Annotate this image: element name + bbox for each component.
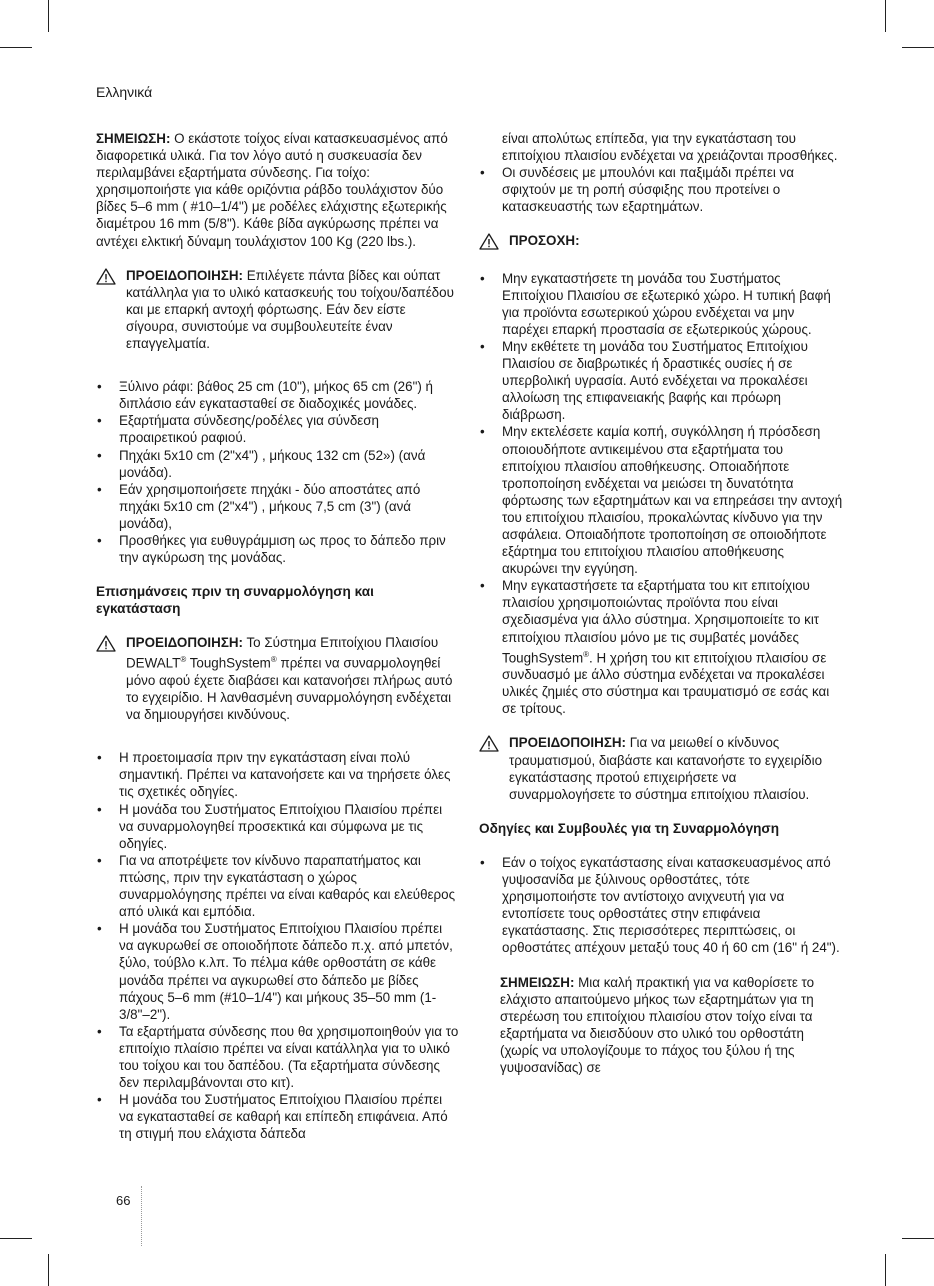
language-header: Ελληνικά: [96, 84, 153, 100]
warning-icon: [479, 233, 499, 250]
preparation-list: [96, 749, 460, 1142]
crop-mark: [48, 0, 49, 32]
list-item: • Μην εκτελέσετε καμία κοπή, συγκόλληση ή πρόσδεση οποιουδήποτε αντικειμένου στα εξαρτήματα του επιτοίχιου πλαισίου αποθήκευσης. Οποιαδήποτε τροποποίηση ενδέχεται να μειώσει τη δυνατότητα φόρτωσης των εξαρτημάτων και να επηρεάσει την αντοχή του επιτοίχιου πλαισίου, προκαλώντας κίνδυνο για την ασφάλεια. Οποιαδήποτε τροποποίηση σε οποιοδήποτε εξάρτημα του επιτοίχιου πλαισίου αποθήκευσης ακυρώνει την εγγύηση.: [479, 423, 843, 577]
crop-mark: [0, 47, 32, 48]
warning-text: Για να μειωθεί ο κίνδυνος τραυματισμού, διαβάστε και κατανοήστε το εγχειρίδιο εγκατάστασης προτού επιχειρήσετε να συναρμολογήσετε το σύστημα επιτοίχιου πλαισίου.: [509, 735, 823, 802]
crop-mark: [885, 1254, 886, 1286]
warning-text: Το Σύστημα Επιτοίχιου Πλαισίου DEWALT: [126, 635, 439, 671]
materials-list: [96, 378, 460, 566]
continued-text: είναι απολύτως επίπεδα, για την εγκατάσταση του επιτοίχιου πλαισίου ενδέχεται να χρειάζονται προσθήκες.: [502, 131, 838, 164]
left-column: [96, 130, 460, 1159]
right-column: [479, 130, 843, 1076]
crop-mark: [0, 1238, 32, 1239]
list-text: . Η χρήση του κιτ επιτοίχιου πλαισίου σε συνδυασμό με άλλο σύστημα ενδέχεται να προκαλέσει υλικές ζημιές στο σύστημα και τραυματισμό σε εσάς και σε τρίτους.: [502, 650, 830, 717]
warning-icon: [96, 268, 116, 285]
registered-mark: ®: [583, 649, 590, 659]
registered-mark: ®: [180, 655, 187, 665]
warning-text: πρέπει να συναρμολογηθεί μόνο αφού έχετε διαβάσει και κατανοήσει πλήρως αυτό το εγχειρίδιο. Η λανθασμένη συναρμολόγηση ενδέχεται να δημιουργήσει κινδύνους.: [126, 655, 453, 723]
list-item: • Μην εγκαταστήσετε τη μονάδα του Συστήματος Επιτοίχιου Πλαισίου σε εξωτερικό χώρο. Η τυπική βαφή για προϊόντα εσωτερικού χώρου ενδέχεται να μην παρέχει επαρκή προστασία σε εξωτερικούς χώρους.: [479, 270, 843, 338]
note-paragraph: [96, 130, 460, 250]
warning-label: ΠΡΟΕΙΔΟΠΟΙΗΣΗ:: [509, 735, 626, 751]
caution-label: ΠΡΟΣΟΧΗ:: [509, 233, 580, 249]
list-text: Μην εγκαταστήσετε τα εξαρτήματα του κιτ επιτοίχιου πλαισίου χρησιμοποιώντας προϊόντα που είναι σχεδιασμένα για άλλο σύστημα. Χρησιμοποιείτε το κιτ επιτοίχιου πλαισίου μόνο με τις συμβατές μονάδες ToughSystem: [502, 578, 820, 666]
list-item: [479, 577, 843, 717]
crop-mark: [902, 1238, 934, 1239]
list-item: • Μην εκθέτετε τη μονάδα του Συστήματος Επιτοίχιου Πλαισίου σε διαβρωτικές ή δραστικές ουσίες ή σε υπερβολική υγρασία. Αυτό ενδέχεται να προκαλέσει αλλοίωση της επιφανειακής βαφής και πρόωρη διάβρωση.: [479, 338, 843, 423]
list-item: • Οι συνδέσεις με μπουλόνι και παξιμάδι πρέπει να σφιχτούν με τη ροπή σύσφιξης που προτείνει ο κατασκευαστής των εξαρτημάτων.: [479, 164, 843, 215]
list-item: • Εξαρτήματα σύνδεσης/ροδέλες για σύνδεση προαιρετικού ραφιού.: [96, 412, 460, 446]
fastening-list: [479, 164, 843, 215]
list-item: • Ξύλινο ράφι: βάθος 25 cm (10"), μήκος 65 cm (26") ή διπλάσιο εάν εγκατασταθεί σε διαδοχικές μονάδες.: [96, 378, 460, 412]
note-text: Ο εκάστοτε τοίχος είναι κατασκευασμένος από διαφορετικά υλικά. Για τον λόγο αυτό η συσκευασία δεν περιλαμβάνει εξαρτήματα σύνδεσης. Για τοίχο: χρησιμοποιήστε για κάθε οριζόντια ράβδο τουλάχιστον δύο βίδες 5–6 mm ( #10–1/4") με ροδέλες ελάχιστης εξωτερικής διαμέτρου 16 mm (5/8"). Κάθε βίδα αγκύρωσης πρέπει να αντέχει ελκτική δύναμη τουλάχιστον 100 Kg (220 lbs.).: [96, 131, 448, 249]
list-item: • Εάν ο τοίχος εγκατάστασης είναι κατασκευασμένος από γυψοσανίδα με ξύλινους ορθοστάτες, τότε χρησιμοποιήστε τον αντίστοιχο ανιχνευτή για να εντοπίσετε τους ορθοστάτες στην επιφάνεια εγκατάστασης. Στις περισσότερες περιπτώσεις, οι ορθοστάτες απέχουν μεταξύ τους 40 ή 60 cm (16" ή 24").: [479, 854, 843, 957]
list-item: • Προσθήκες για ευθυγράμμιση ως προς το δάπεδο πριν την αγκύρωση της μονάδας.: [96, 532, 460, 566]
note-text: Μια καλή πρακτική για να καθορίσετε το ελάχιστο απαιτούμενο μήκος των εξαρτημάτων για τη στερέωση του επιτοίχιου πλαισίου στον τοίχο είναι τα εξαρτήματα να διεισδύουν στο υλικό του ορθοστάτη (χωρίς να υπολογίζουμε το πάχος του ξύλου ή της γυψοσανίδας) σε: [500, 974, 815, 1075]
crop-mark: [902, 47, 934, 48]
warning-text: ToughSystem: [186, 655, 271, 671]
note-paragraph: [479, 974, 843, 1077]
list-item: • Πηχάκι 5x10 cm (2"x4") , μήκους 132 cm (52») (ανά μονάδα).: [96, 447, 460, 481]
warning-text: Επιλέγετε πάντα βίδες και ούπατ κατάλληλα για το υλικό κατασκευής του τοίχου/δαπέδου και με επαρκή αντοχή φόρτωσης. Εάν δεν είστε σίγουρα, συνιστούμε να συμβουλευτείτε έναν επαγγελματία.: [126, 267, 454, 352]
list-item: • Τα εξαρτήματα σύνδεσης που θα χρησιμοποιηθούν για το επιτοίχιο πλαίσιο πρέπει να είναι κατάλληλα για το υλικό του τοίχου και του δαπέδου. (Τα εξαρτήματα σύνδεσης δεν περιλαμβάνονται στο κιτ).: [96, 1023, 460, 1091]
warning-block: [96, 267, 460, 352]
list-item: • Η προετοιμασία πριν την εγκατάσταση είναι πολύ σημαντική. Πρέπει να κατανοήσετε και να τηρήσετε όλες τις σχετικές οδηγίες.: [96, 749, 460, 800]
assembly-tips-list: [479, 854, 843, 957]
warning-label: ΠΡΟΕΙΔΟΠΟΙΗΣΗ:: [126, 267, 243, 283]
section-heading: Επισημάνσεις πριν τη συναρμολόγηση και εγκατάσταση: [96, 584, 374, 617]
crop-mark: [885, 0, 886, 32]
list-item: • Η μονάδα του Συστήματος Επιτοίχιου Πλαισίου πρέπει να αγκυρωθεί σε οποιοδήποτε δάπεδο π.χ. από μπετόν, ξύλο, τούβλο κ.λπ. Το πέλμα κάθε ορθοστάτη σε κάθε μονάδα πρέπει να αγκυρωθεί στο δάπεδο με βίδες πάχους 5–6 mm (#10–1/4") και μήκους 35–50 mm (1-3/8"–2").: [96, 920, 460, 1023]
note-label: ΣΗΜΕΙΩΣΗ:: [500, 974, 575, 990]
warning-icon: [479, 735, 499, 752]
page-number: 66: [116, 1193, 131, 1208]
page-divider: [141, 1186, 142, 1246]
crop-mark: [48, 1254, 49, 1286]
warning-block: [479, 734, 843, 802]
caution-block: [479, 232, 843, 249]
caution-list: [479, 270, 843, 718]
list-item: • Εάν χρησιμοποιήσετε πηχάκι - δύο αποστάτες από πηχάκι 5x10 cm (2"x4") , μήκους 7,5 cm (3") (ανά μονάδα),: [96, 481, 460, 532]
section-heading: Οδηγίες και Συμβουλές για τη Συναρμολόγηση: [479, 820, 780, 836]
list-item: • Η μονάδα του Συστήματος Επιτοίχιου Πλαισίου πρέπει να εγκατασταθεί σε καθαρή και επίπεδη επιφάνεια. Από τη στιγμή που ελάχιστα δάπεδα: [96, 1091, 460, 1142]
list-item: • Η μονάδα του Συστήματος Επιτοίχιου Πλαισίου πρέπει να συναρμολογηθεί προσεκτικά και σύμφωνα με τις οδηγίες.: [96, 801, 460, 852]
warning-icon: [96, 635, 116, 652]
warning-label: ΠΡΟΕΙΔΟΠΟΙΗΣΗ:: [126, 635, 243, 651]
registered-mark: ®: [270, 655, 277, 665]
list-item: • Για να αποτρέψετε τον κίνδυνο παραπατήματος και πτώσης, πριν την εγκατάσταση ο χώρος συναρμολόγησης πρέπει να είναι καθαρός και ελεύθερος από υλικά και εμπόδια.: [96, 852, 460, 920]
warning-block: [96, 634, 460, 723]
note-label: ΣΗΜΕΙΩΣΗ:: [96, 131, 171, 146]
